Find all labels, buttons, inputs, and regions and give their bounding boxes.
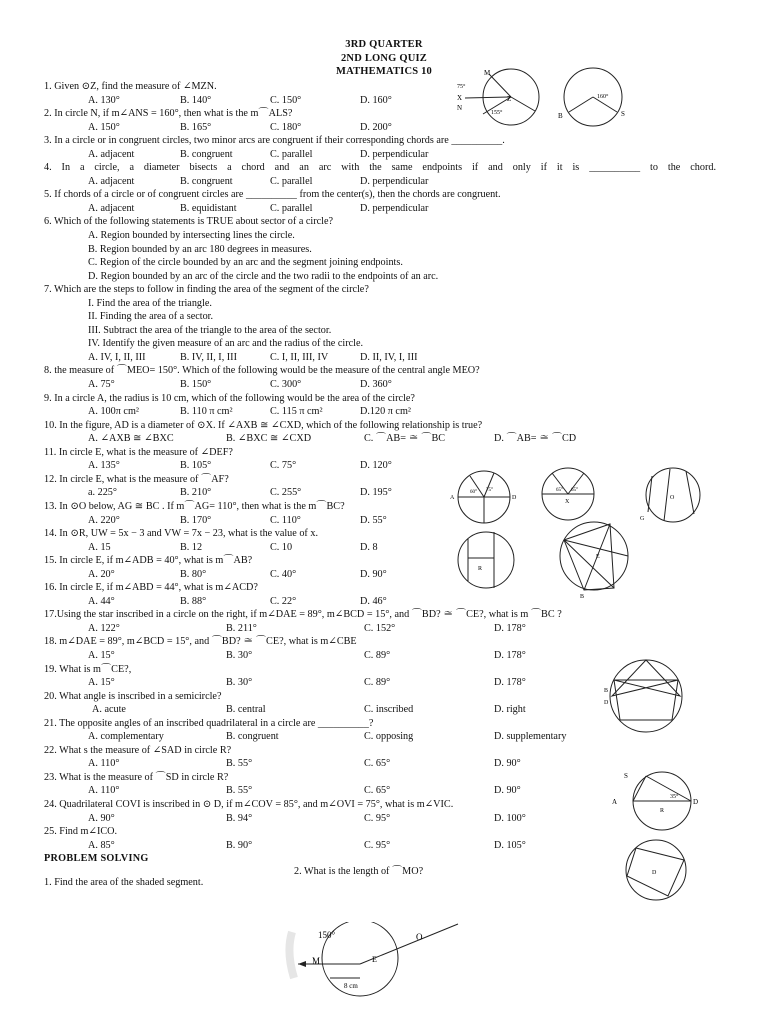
step-text: I. Find the area of the triangle. bbox=[88, 297, 212, 309]
choice: A. ∠AXB ≅ ∠BXC bbox=[88, 433, 174, 445]
subject-title: MATHEMATICS 10 bbox=[335, 66, 433, 77]
question-stem: 20. What angle is inscribed in a semicircle? bbox=[44, 690, 222, 702]
choice: A. 220° bbox=[88, 514, 120, 526]
choice: B. IV, II, I, III bbox=[180, 351, 237, 363]
choice: D. 55° bbox=[360, 514, 387, 526]
q7-step bbox=[44, 337, 724, 351]
q7-choices bbox=[44, 351, 724, 365]
problem-1: 1. Find the area of the shaded segment. bbox=[44, 876, 204, 888]
figure-circle-d-covi bbox=[618, 838, 698, 902]
fig-label: M bbox=[312, 956, 321, 966]
choice: C. 89° bbox=[364, 649, 391, 661]
q6-option bbox=[44, 270, 724, 284]
choice: B. congruent bbox=[180, 148, 233, 160]
choice: B. 90° bbox=[226, 839, 253, 851]
question-22 bbox=[44, 744, 724, 758]
choice: C. ⌒AB= ≅ ⌒BC bbox=[364, 433, 446, 445]
choices-row bbox=[44, 486, 724, 500]
choice: C. 300° bbox=[270, 379, 302, 391]
option-text: D. Region bounded by an arc of the circle and the two radii to the endpoints of an arc. bbox=[88, 270, 439, 282]
question-stem: 21. The opposite angles of an inscribed quadrilateral in a circle are __________? bbox=[44, 717, 374, 729]
choices-row bbox=[44, 378, 724, 392]
fig-label: 150° bbox=[318, 930, 336, 940]
choice: D. 195° bbox=[360, 487, 392, 499]
fig-label: S bbox=[624, 772, 628, 780]
problem-2: 2. What is the length of ⌒MO? bbox=[294, 866, 424, 878]
fig-label: R bbox=[478, 566, 483, 572]
question-stem: 19. What is m⌒CE?, bbox=[44, 663, 132, 675]
choice: A. 75° bbox=[88, 379, 115, 391]
choice: A. adjacent bbox=[88, 202, 135, 214]
question-13 bbox=[44, 500, 724, 514]
question-stem: 24. Quadrilateral COVI is inscribed in ⊙ D, if m∠COV = 85°, and m∠OVI = 75°, what is m∠VIC. bbox=[44, 798, 454, 810]
choice: A. IV, I, II, III bbox=[88, 351, 146, 363]
choice: C. 115 π cm² bbox=[270, 406, 323, 418]
fig-label: O bbox=[670, 495, 675, 501]
option-text: A. Region bounded by intersecting lines the circle. bbox=[88, 230, 295, 242]
choice: C. 150° bbox=[270, 94, 302, 106]
choice: D. perpendicular bbox=[360, 148, 429, 160]
choice: A. 15° bbox=[88, 677, 115, 689]
choice: B. 30° bbox=[226, 649, 253, 661]
choice: A. acute bbox=[92, 704, 126, 716]
question-stem: 8. the measure of ⌒MEO= 150°. Which of the following would be the measure of the central angle MEO? bbox=[44, 365, 480, 377]
figure-arc-mo bbox=[282, 922, 472, 1022]
fig-label: A bbox=[450, 495, 455, 501]
figure-circle-e-inscribed bbox=[552, 516, 636, 598]
step-text: III. Subtract the area of the triangle to the area of the sector. bbox=[88, 324, 332, 336]
choice: A. 100π cm² bbox=[88, 406, 139, 418]
fig-label: 155° bbox=[491, 110, 503, 116]
figure-circle-x bbox=[534, 466, 606, 522]
q6-option bbox=[44, 229, 724, 243]
question-stem: 11. In circle E, what is the measure of ∠DEF? bbox=[44, 446, 233, 458]
fig-label: D bbox=[652, 870, 657, 876]
choice: B. congruent bbox=[180, 175, 233, 187]
fig-label: 75° bbox=[486, 488, 493, 493]
q7-step bbox=[44, 324, 724, 338]
choice: D. 120° bbox=[360, 460, 392, 472]
question-stem: 23. What is the measure of ⌒SD in circle R? bbox=[44, 771, 229, 783]
fig-label: 160° bbox=[597, 94, 609, 100]
choice: D. 8 bbox=[360, 541, 378, 553]
step-text: IV. Identify the given measure of an arc and the radius of the circle. bbox=[88, 338, 364, 350]
choice: D. 100° bbox=[494, 812, 526, 824]
question-stem: 14. In ⊙R, UW = 5x − 3 and VW = 7x − 23, what is the value of x. bbox=[44, 528, 319, 540]
question-7 bbox=[44, 283, 724, 297]
choices-row bbox=[44, 757, 724, 771]
figure-circle-o bbox=[640, 466, 712, 524]
choice: C. 110° bbox=[270, 514, 301, 526]
choice: A. 44° bbox=[88, 595, 115, 607]
choice: B. 12 bbox=[180, 541, 203, 553]
fig-label: 60° bbox=[470, 490, 477, 495]
choice: B. 30° bbox=[226, 677, 253, 689]
choice: B. 165° bbox=[180, 121, 212, 133]
choice: A. complementary bbox=[88, 731, 164, 743]
question-stem: 13. In ⊙O below, AG ≅ BC . If m⌒AG= 110°, then what is the m⌒BC? bbox=[44, 500, 345, 512]
choices-row bbox=[44, 175, 724, 189]
fig-label: B bbox=[604, 688, 609, 694]
option-text: C. Region of the circle bounded by an arc and the segment joining endpoints. bbox=[88, 257, 403, 269]
question-stem: 16. In circle E, if m∠ABD = 44°, what is m∠ACD? bbox=[44, 582, 258, 594]
question-stem: 12. In circle E, what is the measure of ⌒AF? bbox=[44, 473, 229, 485]
choice: D. perpendicular bbox=[360, 175, 429, 187]
choices-row bbox=[44, 148, 724, 162]
choice: B. 55° bbox=[226, 758, 253, 770]
choice: D. perpendicular bbox=[360, 202, 429, 214]
choice: A. 135° bbox=[88, 460, 120, 472]
choice: A. adjacent bbox=[88, 148, 135, 160]
question-6 bbox=[44, 215, 724, 229]
choice: A. adjacent bbox=[88, 175, 135, 187]
question-stem: 7. Which are the steps to follow in finding the area of the segment of the circle? bbox=[44, 284, 369, 296]
choice: D. 160° bbox=[360, 94, 392, 106]
fig-label: G bbox=[640, 516, 645, 522]
choice: C. 40° bbox=[270, 568, 297, 580]
section-title: PROBLEM SOLVING bbox=[44, 853, 149, 865]
choice: D. ⌒AB= ≅ ⌒CD bbox=[494, 433, 577, 445]
choice: B. ∠BXC ≅ ∠CXD bbox=[226, 433, 312, 445]
question-stem: 10. In the figure, AD is a diameter of ⊙X. If ∠AXB ≅ ∠CXD, which of the following relationship is true? bbox=[44, 419, 483, 431]
choice: D. right bbox=[494, 704, 526, 716]
choice: A. 85° bbox=[88, 839, 115, 851]
choice: A. 130° bbox=[88, 94, 120, 106]
choices-row bbox=[44, 459, 724, 473]
choice: A. 110° bbox=[88, 785, 120, 797]
choice: C. 75° bbox=[270, 460, 297, 472]
fig-label: D bbox=[604, 700, 609, 706]
choice: D. 105° bbox=[494, 839, 526, 851]
choice: A. 20° bbox=[88, 568, 115, 580]
fig-label: O bbox=[416, 932, 423, 942]
question-stem: 17.Using the star inscribed in a circle on the right, if m∠DAE = 89°, m∠BCD = 15°, and ⌒BD? ≅ ⌒CE?, what is m ⌒BC ? bbox=[44, 609, 562, 621]
choice: B. 55° bbox=[226, 785, 253, 797]
choice: C. opposing bbox=[364, 731, 414, 743]
question-11 bbox=[44, 446, 724, 460]
question-5 bbox=[44, 188, 724, 202]
question-stem: 5. If chords of a circle or of congruent circles are __________ from the center(s), then the chords are congruent. bbox=[44, 189, 501, 201]
fig-label: Z bbox=[507, 95, 512, 103]
q7-step bbox=[44, 297, 724, 311]
choice: D. 90° bbox=[494, 758, 521, 770]
choice: B. 110 π cm² bbox=[180, 406, 233, 418]
choice: C. 95° bbox=[364, 812, 391, 824]
choice: C. parallel bbox=[270, 148, 313, 160]
choice: B. 150° bbox=[180, 379, 212, 391]
fig-label: B bbox=[580, 594, 585, 598]
fig-label: 65° bbox=[556, 488, 563, 493]
fig-label: 65° bbox=[571, 488, 578, 493]
fig-label: 35° bbox=[670, 794, 679, 800]
fig-label: M bbox=[484, 69, 491, 77]
choice: C. 65° bbox=[364, 758, 391, 770]
figure-circle-r bbox=[450, 528, 522, 592]
choices-row bbox=[44, 622, 724, 636]
question-stem: 1. Given ⊙Z, find the measure of ∠MZN. bbox=[44, 81, 217, 92]
step-text: II. Finding the area of a sector. bbox=[88, 311, 214, 323]
fig-label: E bbox=[596, 554, 600, 560]
choice: D. 178° bbox=[494, 677, 526, 689]
choice: C. 180° bbox=[270, 121, 302, 133]
choice: B. 140° bbox=[180, 94, 212, 106]
choice: A. 90° bbox=[88, 812, 115, 824]
fig-label: X bbox=[457, 94, 463, 102]
choice: A. 110° bbox=[88, 758, 120, 770]
choice: C. inscribed bbox=[364, 704, 414, 716]
q7-step bbox=[44, 310, 724, 324]
choice: A. 122° bbox=[88, 622, 120, 634]
fig-label: B bbox=[558, 112, 563, 120]
quarter-title: 3RD QUARTER bbox=[345, 39, 423, 50]
fig-label: 75° bbox=[457, 84, 466, 90]
figure-circle-z bbox=[455, 66, 547, 128]
choice: B. 80° bbox=[180, 568, 207, 580]
fig-label: 8 cm bbox=[344, 982, 358, 990]
question-stem: 15. In circle E, if m∠ADB = 40°, what is m⌒AB? bbox=[44, 555, 253, 567]
choice: B. 210° bbox=[180, 487, 212, 499]
fig-label: D bbox=[693, 798, 699, 806]
choice: C. 10 bbox=[270, 541, 293, 553]
question-stem: 25. Find m∠ICO. bbox=[44, 826, 118, 838]
choice: D.120 π cm² bbox=[360, 406, 411, 418]
choice: D. 46° bbox=[360, 595, 387, 607]
choice: D. II, IV, I, III bbox=[360, 351, 418, 363]
quiz-title: 2ND LONG QUIZ bbox=[340, 52, 428, 64]
choice: C. parallel bbox=[270, 175, 313, 187]
question-18 bbox=[44, 635, 724, 649]
choice: A. 150° bbox=[88, 121, 120, 133]
question-17 bbox=[44, 608, 724, 622]
figure-star-circle bbox=[600, 656, 692, 736]
figure-circle-r-sad bbox=[610, 770, 706, 832]
q6-option bbox=[44, 256, 724, 270]
choice: D. 360° bbox=[360, 379, 392, 391]
choice: D. supplementary bbox=[494, 731, 567, 743]
choice: B. 105° bbox=[180, 460, 212, 472]
choice: A. 15 bbox=[88, 541, 111, 553]
choice: B. central bbox=[226, 704, 266, 716]
fig-label: S bbox=[621, 110, 625, 118]
choice: C. 22° bbox=[270, 595, 297, 607]
figure-circle-n bbox=[555, 66, 635, 128]
choice: D. 178° bbox=[494, 622, 526, 634]
choice: D. 178° bbox=[494, 649, 526, 661]
question-3 bbox=[44, 134, 724, 148]
choice: D. 90° bbox=[494, 785, 521, 797]
choice: B. congruent bbox=[226, 731, 279, 743]
choice: C. 95° bbox=[364, 839, 391, 851]
choices-row bbox=[44, 432, 724, 446]
fig-label: R bbox=[660, 808, 665, 814]
choice: D. 90° bbox=[360, 568, 387, 580]
choice: B. 211° bbox=[226, 622, 257, 634]
choice: A. 15° bbox=[88, 649, 115, 661]
choice: B. 88° bbox=[180, 595, 207, 607]
question-stem: 3. In a circle or in congruent circles, two minor arcs are congruent if their corresponding chords are __________. bbox=[44, 135, 505, 147]
question-stem: 6. Which of the following statements is TRUE about sector of a circle? bbox=[44, 216, 334, 228]
option-text: B. Region bounded by an arc 180 degrees in measures. bbox=[88, 243, 312, 255]
choice: C. 152° bbox=[364, 622, 396, 634]
question-stem: 18. m∠DAE = 89°, m∠BCD = 15°, and ⌒BD? ≅ ⌒CE?, what is m∠CBE bbox=[44, 636, 357, 648]
choice: D. 200° bbox=[360, 121, 392, 133]
choice: C. I, II, III, IV bbox=[270, 351, 329, 363]
question-stem: 9. In a circle A, the radius is 10 cm, which of the following would be the area of the circle? bbox=[44, 392, 415, 404]
choice: B. equidistant bbox=[180, 202, 237, 214]
question-stem: 2. In circle N, if m∠ANS = 160°, then what is the m⌒ALS? bbox=[44, 108, 293, 120]
figure-circle-e-1 bbox=[448, 468, 520, 528]
question-stem: 22. What s the measure of ∠SAD in circle R? bbox=[44, 744, 232, 756]
fig-label: N bbox=[457, 104, 463, 112]
question-8 bbox=[44, 364, 724, 378]
choice: B. 170° bbox=[180, 514, 212, 526]
choice: C. parallel bbox=[270, 202, 313, 214]
question-12 bbox=[44, 473, 724, 487]
question-10 bbox=[44, 419, 724, 433]
question-4 bbox=[44, 161, 724, 175]
fig-label: A bbox=[612, 798, 618, 806]
fig-label: E bbox=[372, 955, 377, 964]
question-stem: 4. In a circle, a diameter bisects a chord and an arc with the same endpoints if and only if it is __________ to the chord. bbox=[44, 162, 716, 174]
question-list bbox=[44, 80, 724, 889]
question-9 bbox=[44, 392, 724, 406]
q6-option bbox=[44, 243, 724, 257]
choices-row bbox=[44, 405, 724, 419]
choice: C. 89° bbox=[364, 677, 391, 689]
quiz-header bbox=[0, 38, 768, 79]
choice: a. 225° bbox=[88, 487, 117, 499]
fig-label: X bbox=[565, 499, 570, 505]
choices-row bbox=[44, 202, 724, 216]
fig-label: D bbox=[512, 495, 517, 501]
choice: B. 94° bbox=[226, 812, 253, 824]
choice: C. 65° bbox=[364, 785, 391, 797]
choice: C. 255° bbox=[270, 487, 302, 499]
